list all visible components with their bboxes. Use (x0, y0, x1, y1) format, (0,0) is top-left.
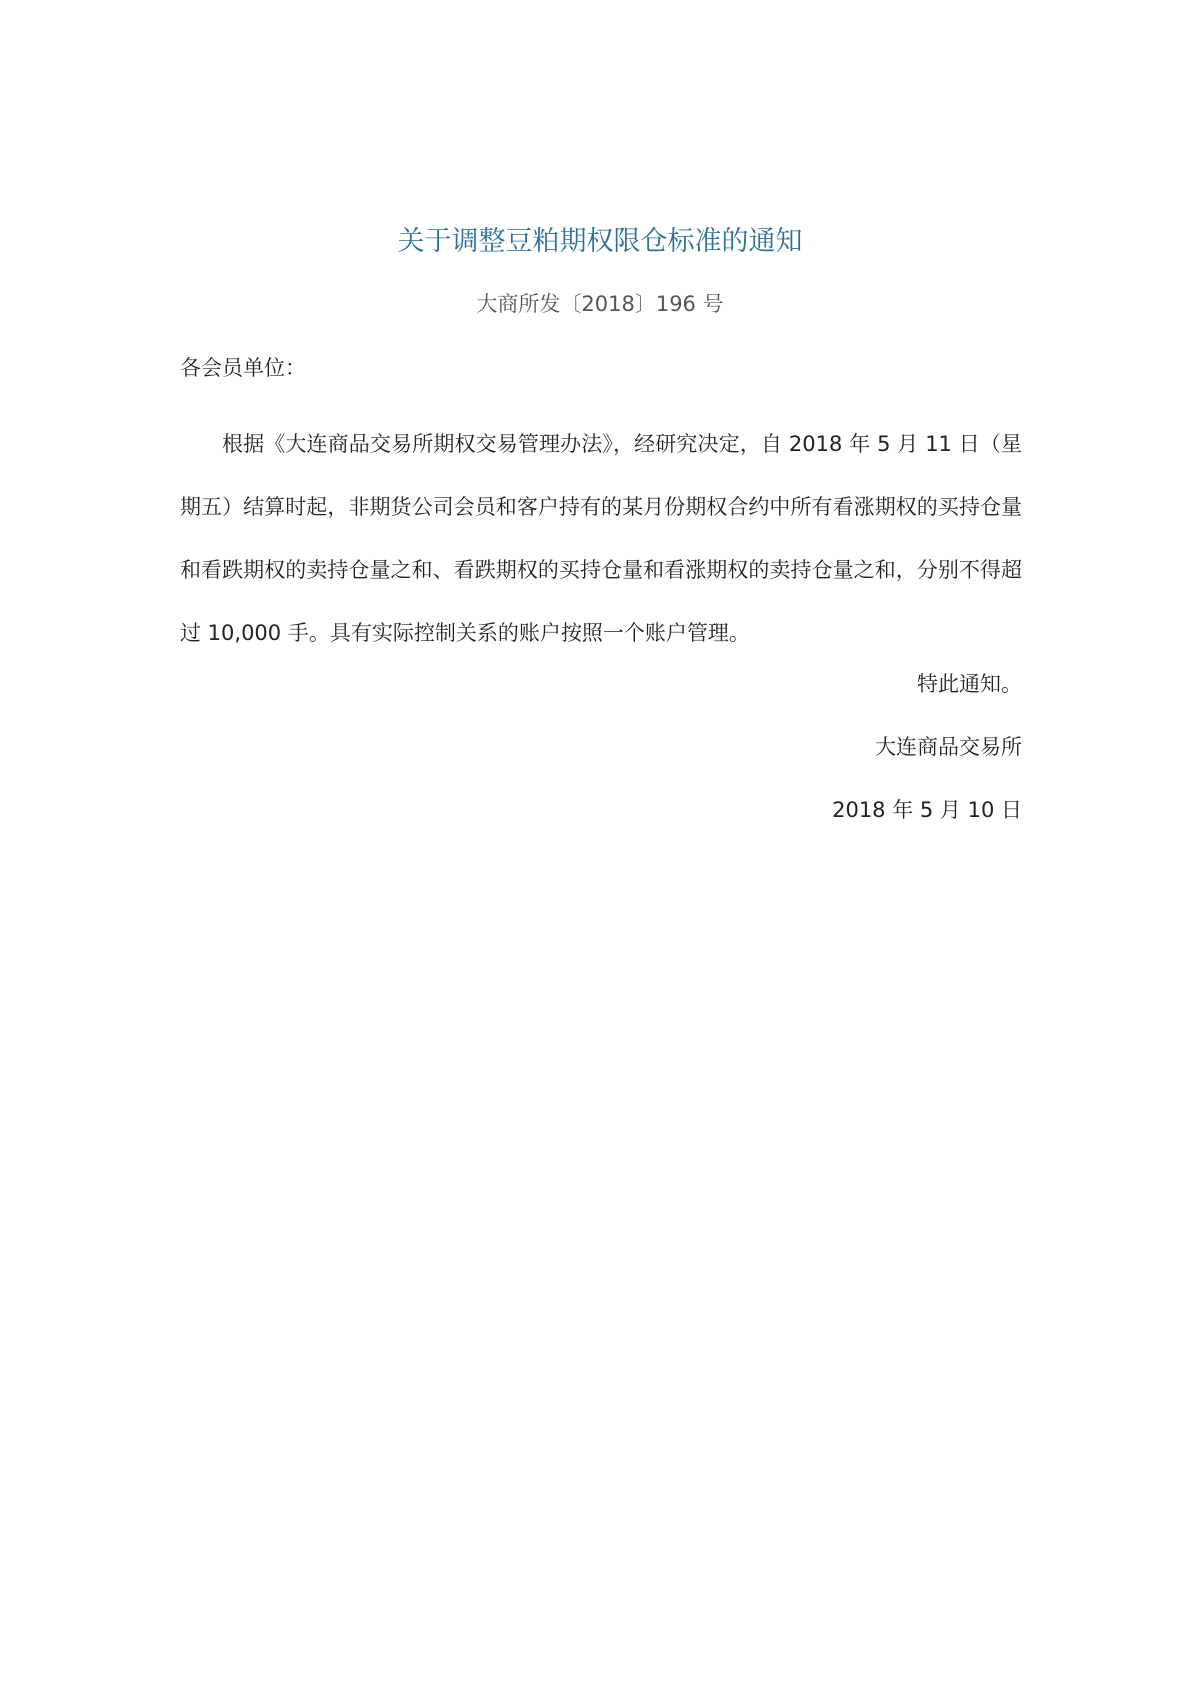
document-title: 关于调整豆粕期权限仓标准的通知 (397, 226, 803, 257)
document-number: 大商所发〔2018〕196 号 (476, 292, 724, 316)
issue-date: 2018 年 5 月 10 日 (832, 798, 1022, 822)
salutation: 各会员单位： (180, 356, 306, 380)
body-paragraph: 根据《大连商品交易所期权交易管理办法》，经研究决定，自 2018 年 5 月 11 日（星期五）结算时起，非期货公司会员和客户持有的某月份期权合约中所有看涨期权的买持仓量和看跌期权的卖持仓量之和、看跌期权的买持仓量和看涨期权的卖持仓量之和，分别不得超过 10,000 手。具有实际控制关系的账户按照一个账户管理。 (180, 432, 1022, 645)
closing-notice: 特此通知。 (917, 672, 1022, 696)
issuer-name: 大连商品交易所 (875, 735, 1022, 759)
